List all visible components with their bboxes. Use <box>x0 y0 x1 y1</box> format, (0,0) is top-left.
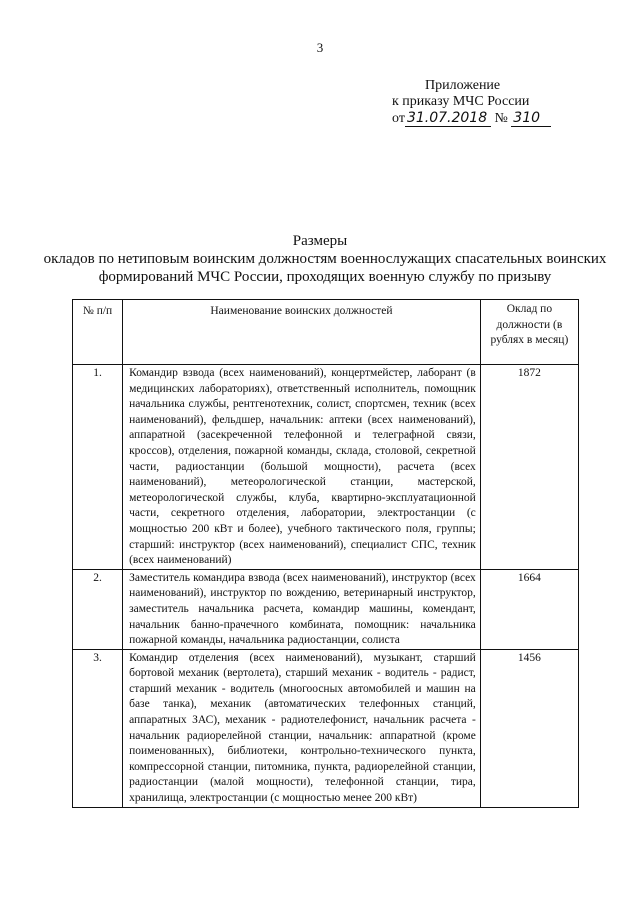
row-positions: Командир отделения (всех наименований), музыкант, старший бортовой механик (вертолета), старший механик - водитель - радист, старший механик - водитель (многоосных автомобилей и машин на базе танка), механик (автоматических телефонных станций, аппаратных ЗАС), механик - радиотелефонист, начальник расчета - начальник радиорелейной станции, начальник: аппаратной (кроме поименованных), библиотеки, контрольно-технического пункта, компрессорной станции, питомника, пункта, радиорелейной станции, радиостанции (малой мощности), телефонной станции, тира, хранилища, электростанции (с мощностью менее 200 кВт) <box>123 649 481 807</box>
appendix-title: Приложение <box>425 78 501 93</box>
row-salary: 1664 <box>480 569 578 649</box>
header-salary: Оклад по должности (в рублях в месяц) <box>480 300 578 365</box>
table-row <box>73 569 579 649</box>
page-number: 3 <box>316 40 324 55</box>
row-positions: Заместитель командира взвода (всех наименований), инструктор (всех наименований), инструктор по вождению, ветеринарный инструктор, заместитель начальника расчета, командир машины, комендант, начальник банно-прачечного комбината, помощник: начальника пожарной команды, начальника радиостанции, солиста <box>123 569 481 649</box>
date-prefix: от <box>392 111 405 126</box>
appendix-order-ref: к приказу МЧС России <box>392 94 530 109</box>
order-date: 31.07.2018 <box>405 110 491 127</box>
header-number: № п/п <box>73 300 123 365</box>
row-number: 1. <box>73 365 123 570</box>
table-header-row <box>73 300 579 365</box>
salary-table <box>72 299 579 808</box>
appendix-block <box>392 78 612 127</box>
document-subtitle: окладов по нетиповым воинским должностям военнослужащих спасательных воинских формирований МЧС России, проходящих военную службу по призыву <box>43 251 607 285</box>
appendix-date-number-line <box>392 110 612 127</box>
row-positions: Командир взвода (всех наименований), концертмейстер, лаборант (в медицинских лабораториях), ответственный исполнитель, помощник начальника службы, рентгенотехник, солист, спортсмен, техник (всех наименований), фельдшер, начальник: аптеки (всех наименований), аппаратной (засекреченной телефонной и телеграфной связи, кроссов), отделения, пожарной команды, склада, столовой, секретной части, радиостанции (большой мощности), расчета (всех наименований), метеорологической станции, мастерской, метеорологической службы, клуба, квартирно-эксплуатационной части, секретного отделения, лаборатории, электростанции (с мощностью 200 кВт и более), учебного тактического поля, группы; старший: инструктор (всех наименований), специалист СПС, техник (всех наименований) <box>123 365 481 570</box>
row-number: 3. <box>73 649 123 807</box>
document-title: Размеры <box>292 233 348 249</box>
row-number: 2. <box>73 569 123 649</box>
table-row <box>73 365 579 570</box>
table-row <box>73 649 579 807</box>
header-position-name: Наименование воинских должностей <box>123 300 481 365</box>
number-prefix: № <box>494 111 508 126</box>
order-number: 310 <box>511 110 551 127</box>
row-salary: 1872 <box>480 365 578 570</box>
row-salary: 1456 <box>480 649 578 807</box>
